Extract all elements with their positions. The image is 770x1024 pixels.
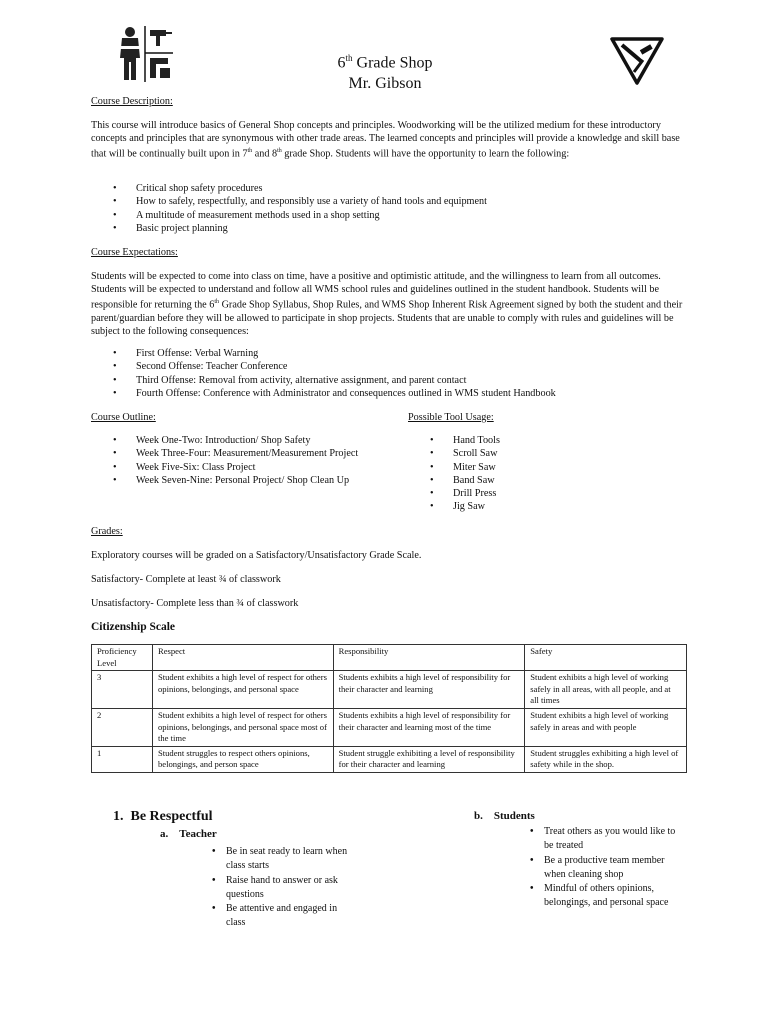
list-item: • Be a productive team member when cleaning shop	[530, 854, 680, 883]
course-expectations-heading: Course Expectations:	[91, 247, 178, 258]
column-header: Safety	[525, 645, 687, 671]
list-item: • Second Offense: Teacher Conference	[91, 360, 691, 373]
list-item: • Week Seven-Nine: Personal Project/ Shop Clean Up	[91, 474, 376, 487]
table-cell: Student struggle exhibiting a level of responsibility for their character and learning	[333, 746, 525, 772]
list-item: • Jig Saw	[408, 500, 608, 513]
students-rules-list	[530, 825, 680, 911]
course-description-heading: Course Description:	[91, 96, 173, 107]
teacher-name: Mr. Gibson	[348, 75, 422, 93]
list-item: • How to safely, respectfully, and responsibly use a variety of hand tools and equipment	[91, 195, 691, 208]
list-item: • Raise hand to answer or ask questions	[212, 874, 357, 903]
table-row	[92, 746, 687, 772]
course-expectations-text: Students will be expected to come into class on time, have a positive and optimistic attitude, and the willingness to learn from all outcomes. Students will be expected to understand and follow all WMS school rules and guidelines outlined in the student handbook. Students will be responsible for returning the 6th Grade Shop Syllabus, Shop Rules, and WMS Shop Inherent Risk Agreement signed by both the student and their parent/guardian before they will be allowed to participate in shop projects. Students that are unable to comply with rules and guidelines will be subject to the following consequences:	[91, 271, 683, 338]
teacher-subheading: a. Teacher	[160, 828, 217, 840]
list-item: • Week Five-Six: Class Project	[91, 461, 376, 474]
rule-title: Be Respectful	[130, 809, 213, 824]
list-item: • Miter Saw	[408, 461, 608, 474]
rule-heading	[113, 809, 213, 825]
grades-scale-text: Exploratory courses will be graded on a Satisfactory/Unsatisfactory Grade Scale.	[91, 550, 422, 561]
table-cell: Students exhibits a high level of responsibility for their character and learning most of the time	[333, 708, 525, 746]
table-cell: 3	[92, 671, 153, 709]
course-description-text: This course will introduce basics of General Shop concepts and principles. Woodworking will be the utilized medium for these introductory concepts and principles that are synonymous with other trade areas. The learned concepts and principles will provide a knowledge and skill base that will be continually built upon in 7th and 8th grade Shop. Students will have the opportunity to learn the following:	[91, 120, 680, 160]
table-cell: 1	[92, 746, 153, 772]
list-item: • Hand Tools	[408, 434, 608, 447]
table-cell: Student exhibits a high level of working safely in all areas, with all people, and at all times	[525, 671, 687, 709]
list-item: • Week Three-Four: Measurement/Measurement Project	[91, 447, 376, 460]
consequences-list	[91, 347, 691, 400]
table-cell: Student struggles to respect others opinions, belongings, and person space	[152, 746, 333, 772]
table-cell: Students exhibits a high level of responsibility for their character and learning	[333, 671, 525, 709]
table-cell: Student exhibits a high level of respect for others opinions, belongings, and personal space	[152, 671, 333, 709]
tool-usage-heading: Possible Tool Usage:	[408, 412, 494, 423]
list-item: • Mindful of others opinions, belongings, and personal space	[530, 882, 680, 911]
list-item: • Week One-Two: Introduction/ Shop Safety	[91, 434, 376, 447]
course-outline-list	[91, 434, 376, 487]
citizenship-table	[91, 644, 687, 773]
list-item: • A multitude of measurement methods used in a shop setting	[91, 209, 691, 222]
grades-satisfactory: Satisfactory- Complete at least ¾ of classwork	[91, 574, 281, 585]
shop-logo-right	[610, 36, 664, 86]
table-row	[92, 708, 687, 746]
grades-unsatisfactory: Unsatisfactory- Complete less than ¾ of classwork	[91, 598, 299, 609]
shop-logo-left	[116, 24, 174, 84]
teacher-rules-list	[212, 845, 357, 931]
table-row	[92, 671, 687, 709]
course-outline-heading: Course Outline:	[91, 412, 156, 423]
column-header: Proficiency Level	[92, 645, 153, 671]
list-item: • Band Saw	[408, 474, 608, 487]
list-item: • Critical shop safety procedures	[91, 182, 691, 195]
list-item: • Be in seat ready to learn when class starts	[212, 845, 357, 874]
table-cell: 2	[92, 708, 153, 746]
table-cell: Student exhibits a high level of working safely in areas and with people	[525, 708, 687, 746]
table-header-row	[92, 645, 687, 671]
grades-heading: Grades:	[91, 526, 123, 537]
tools-triangle-icon	[610, 36, 664, 86]
list-item: • Fourth Offense: Conference with Administrator and consequences outlined in WMS student Handbook	[91, 387, 691, 400]
column-header: Respect	[152, 645, 333, 671]
tool-usage-list	[408, 434, 608, 514]
course-title: 6th Grade Shop	[337, 53, 433, 72]
list-item: • Basic project planning	[91, 222, 691, 235]
list-item: • Scroll Saw	[408, 447, 608, 460]
learning-list	[91, 182, 691, 235]
citizenship-scale-title: Citizenship Scale	[91, 621, 176, 633]
rule-number: 1.	[113, 809, 124, 824]
list-item: • Third Offense: Removal from activity, alternative assignment, and parent contact	[91, 374, 691, 387]
list-item: • First Offense: Verbal Warning	[91, 347, 691, 360]
list-item: • Treat others as you would like to be treated	[530, 825, 680, 854]
list-item: • Drill Press	[408, 487, 608, 500]
table-cell: Student struggles exhibiting a high level of safety while in the shop.	[525, 746, 687, 772]
worker-tools-icon	[116, 24, 174, 84]
column-header: Responsibility	[333, 645, 525, 671]
table-cell: Student exhibits a high level of respect for others opinions, belongings, and personal space most of the time	[152, 708, 333, 746]
students-subheading: b. Students	[474, 810, 535, 822]
page-title	[235, 48, 535, 94]
list-item: • Be attentive and engaged in class	[212, 902, 357, 931]
